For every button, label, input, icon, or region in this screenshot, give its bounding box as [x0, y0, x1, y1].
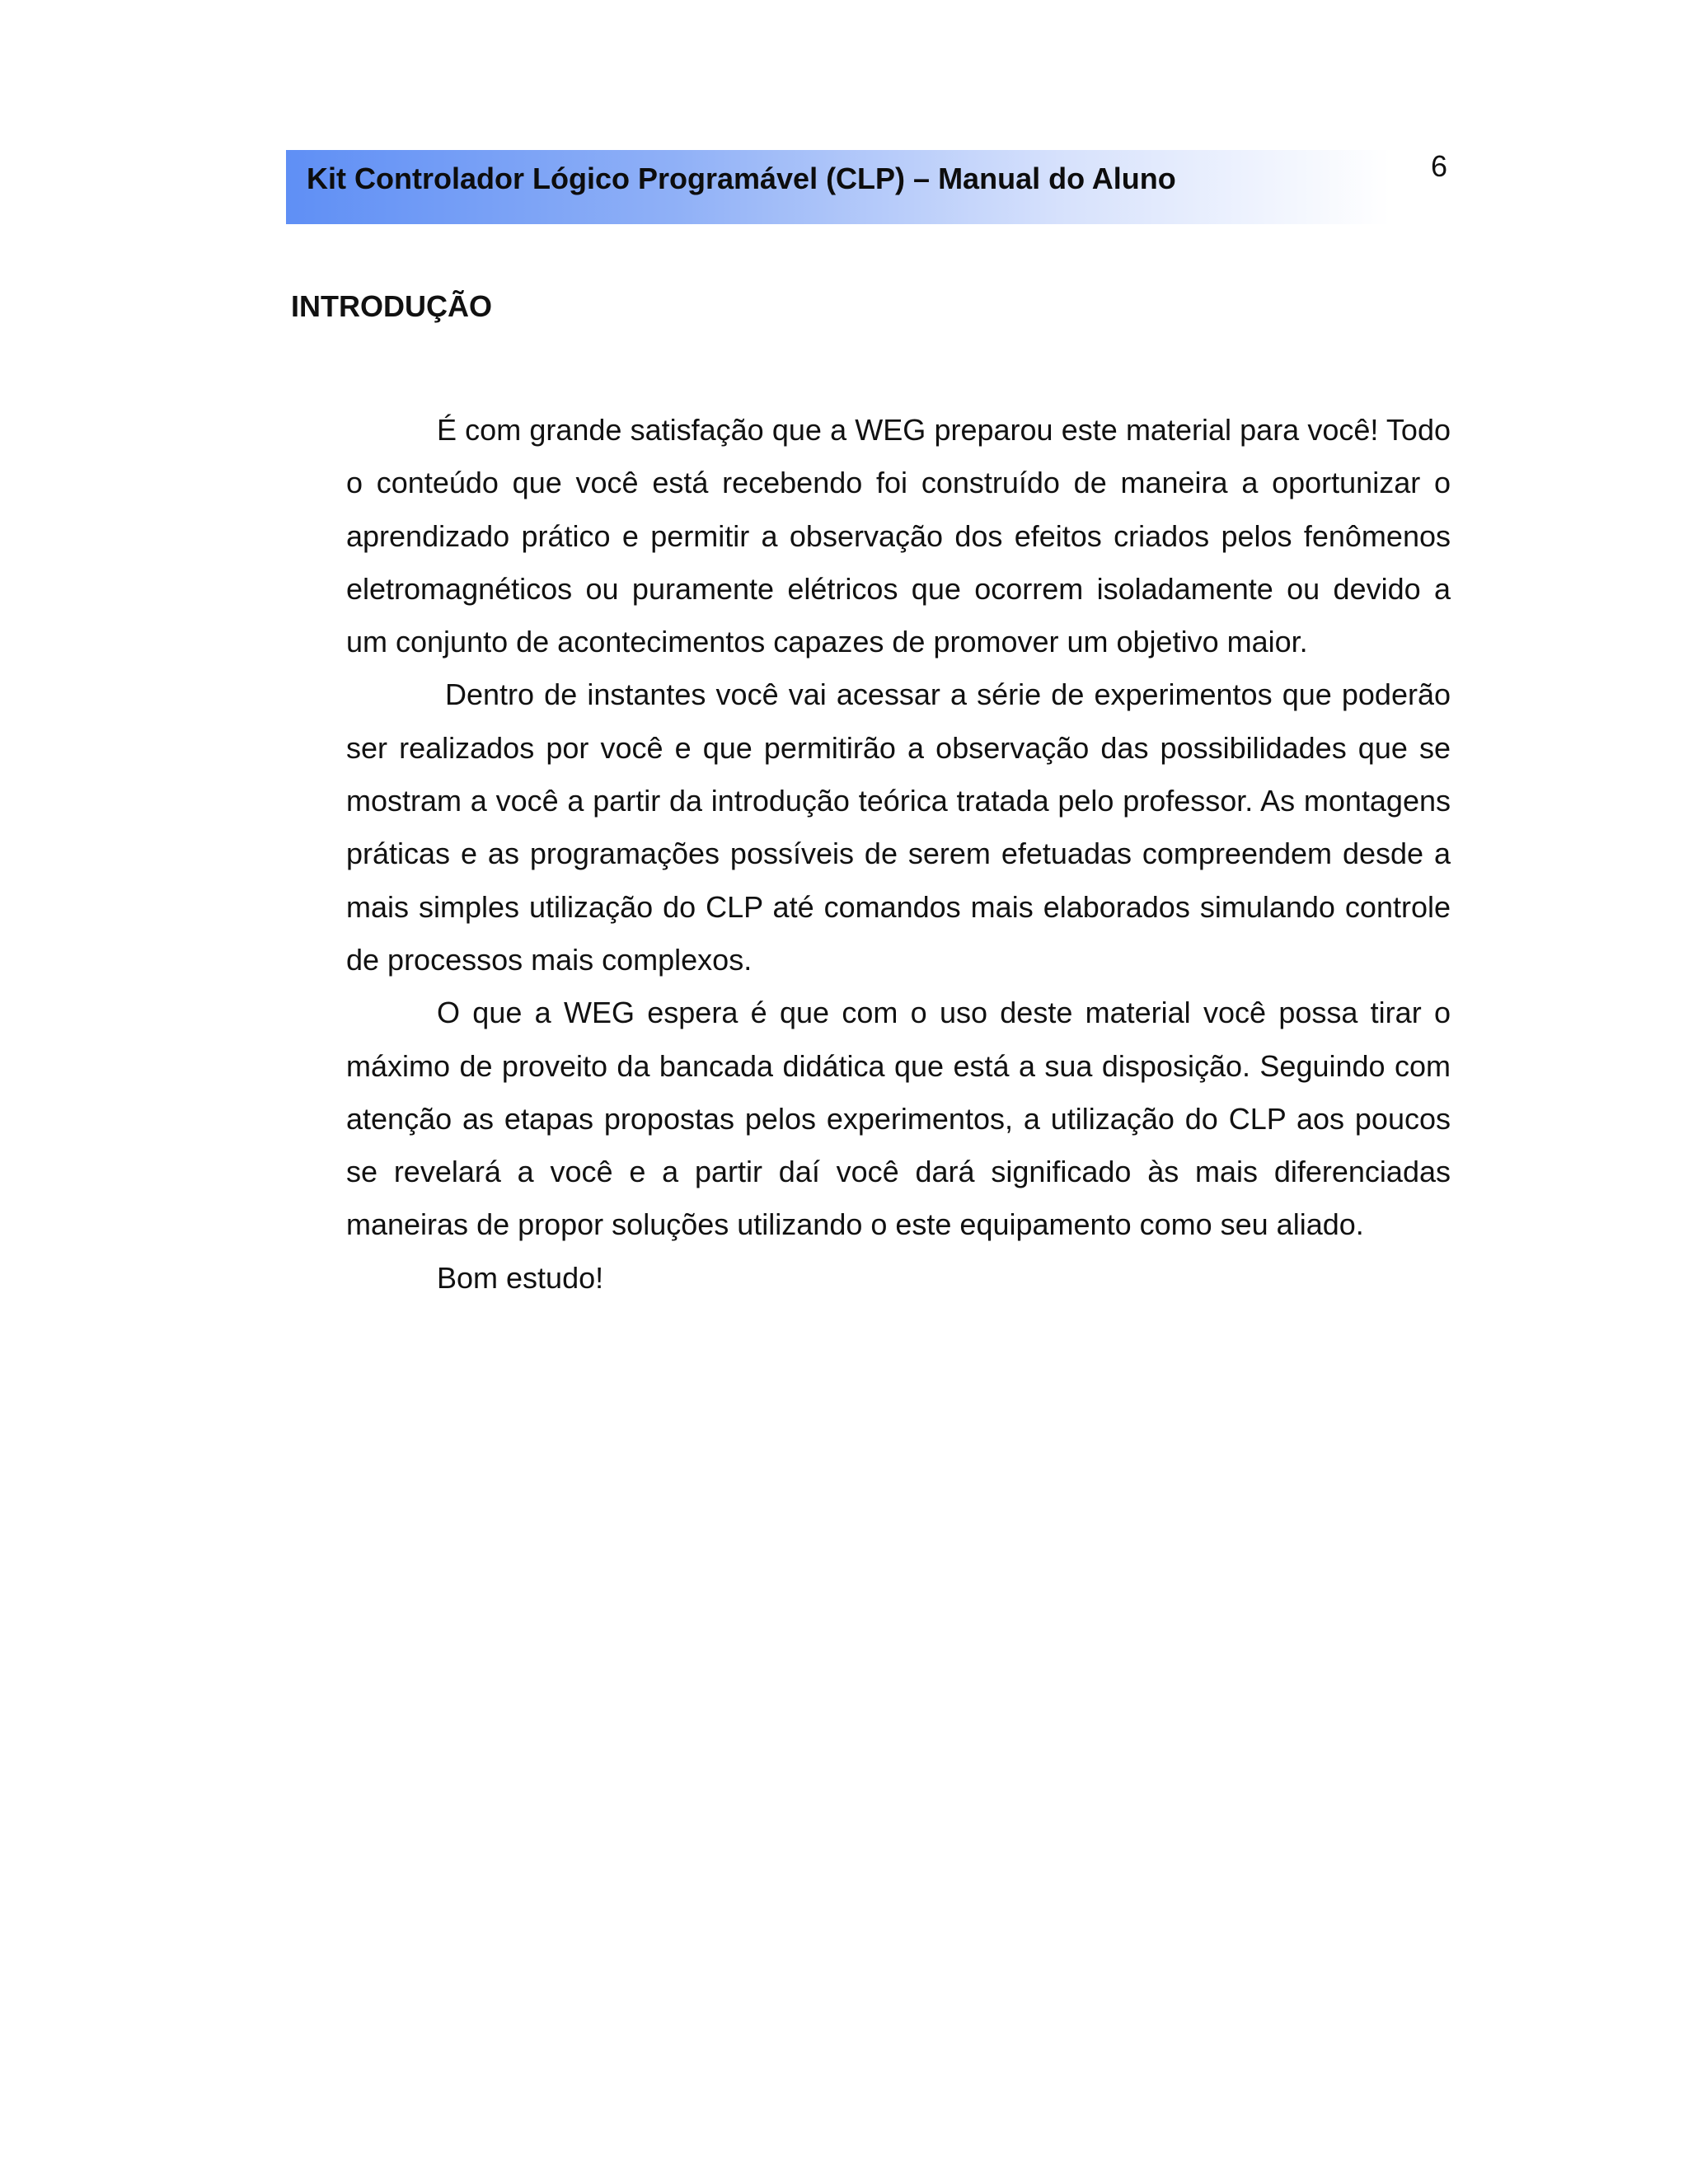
closing-line: Bom estudo! [437, 1260, 604, 1295]
header-title: Kit Controlador Lógico Programável (CLP) – Manual do Aluno [307, 162, 1176, 195]
section-title: INTRODUÇÃO [291, 289, 492, 323]
paragraph: Dentro de instantes você vai acessar a série de experimentos que poderão ser realizados por você e que permitirão a observação das possibilidades que se mostram a você a partir da introdução teórica tratada pelo professor. As montagens práticas e as programações possíveis de serem efetuadas compreendem desde a mais simples utilização do CLP até comandos mais elaborados simulando controle de processos mais complexos. [346, 677, 1451, 977]
body-text [346, 404, 1451, 1305]
paragraph: O que a WEG espera é que com o uso deste material você possa tirar o máximo de proveito da bancada didática que está a sua disposição. Seguindo com atenção as etapas propostas pelos experimentos, a utilização do CLP aos poucos se revelará a você e a partir daí você dará significado às mais diferenciadas maneiras de propor soluções utilizando o este equipamento como seu aliado. [346, 996, 1451, 1242]
paragraph: É com grande satisfação que a WEG preparou este material para você! Todo o conteúdo que você está recebendo foi construído de maneira a oportunizar o aprendizado prático e permitir a observação dos efeitos criados pelos fenômenos eletromagnéticos ou puramente elétricos que ocorrem isoladamente ou devido a um conjunto de acontecimentos capazes de promover um objetivo maior. [346, 413, 1451, 659]
page-number: 6 [1431, 149, 1448, 183]
